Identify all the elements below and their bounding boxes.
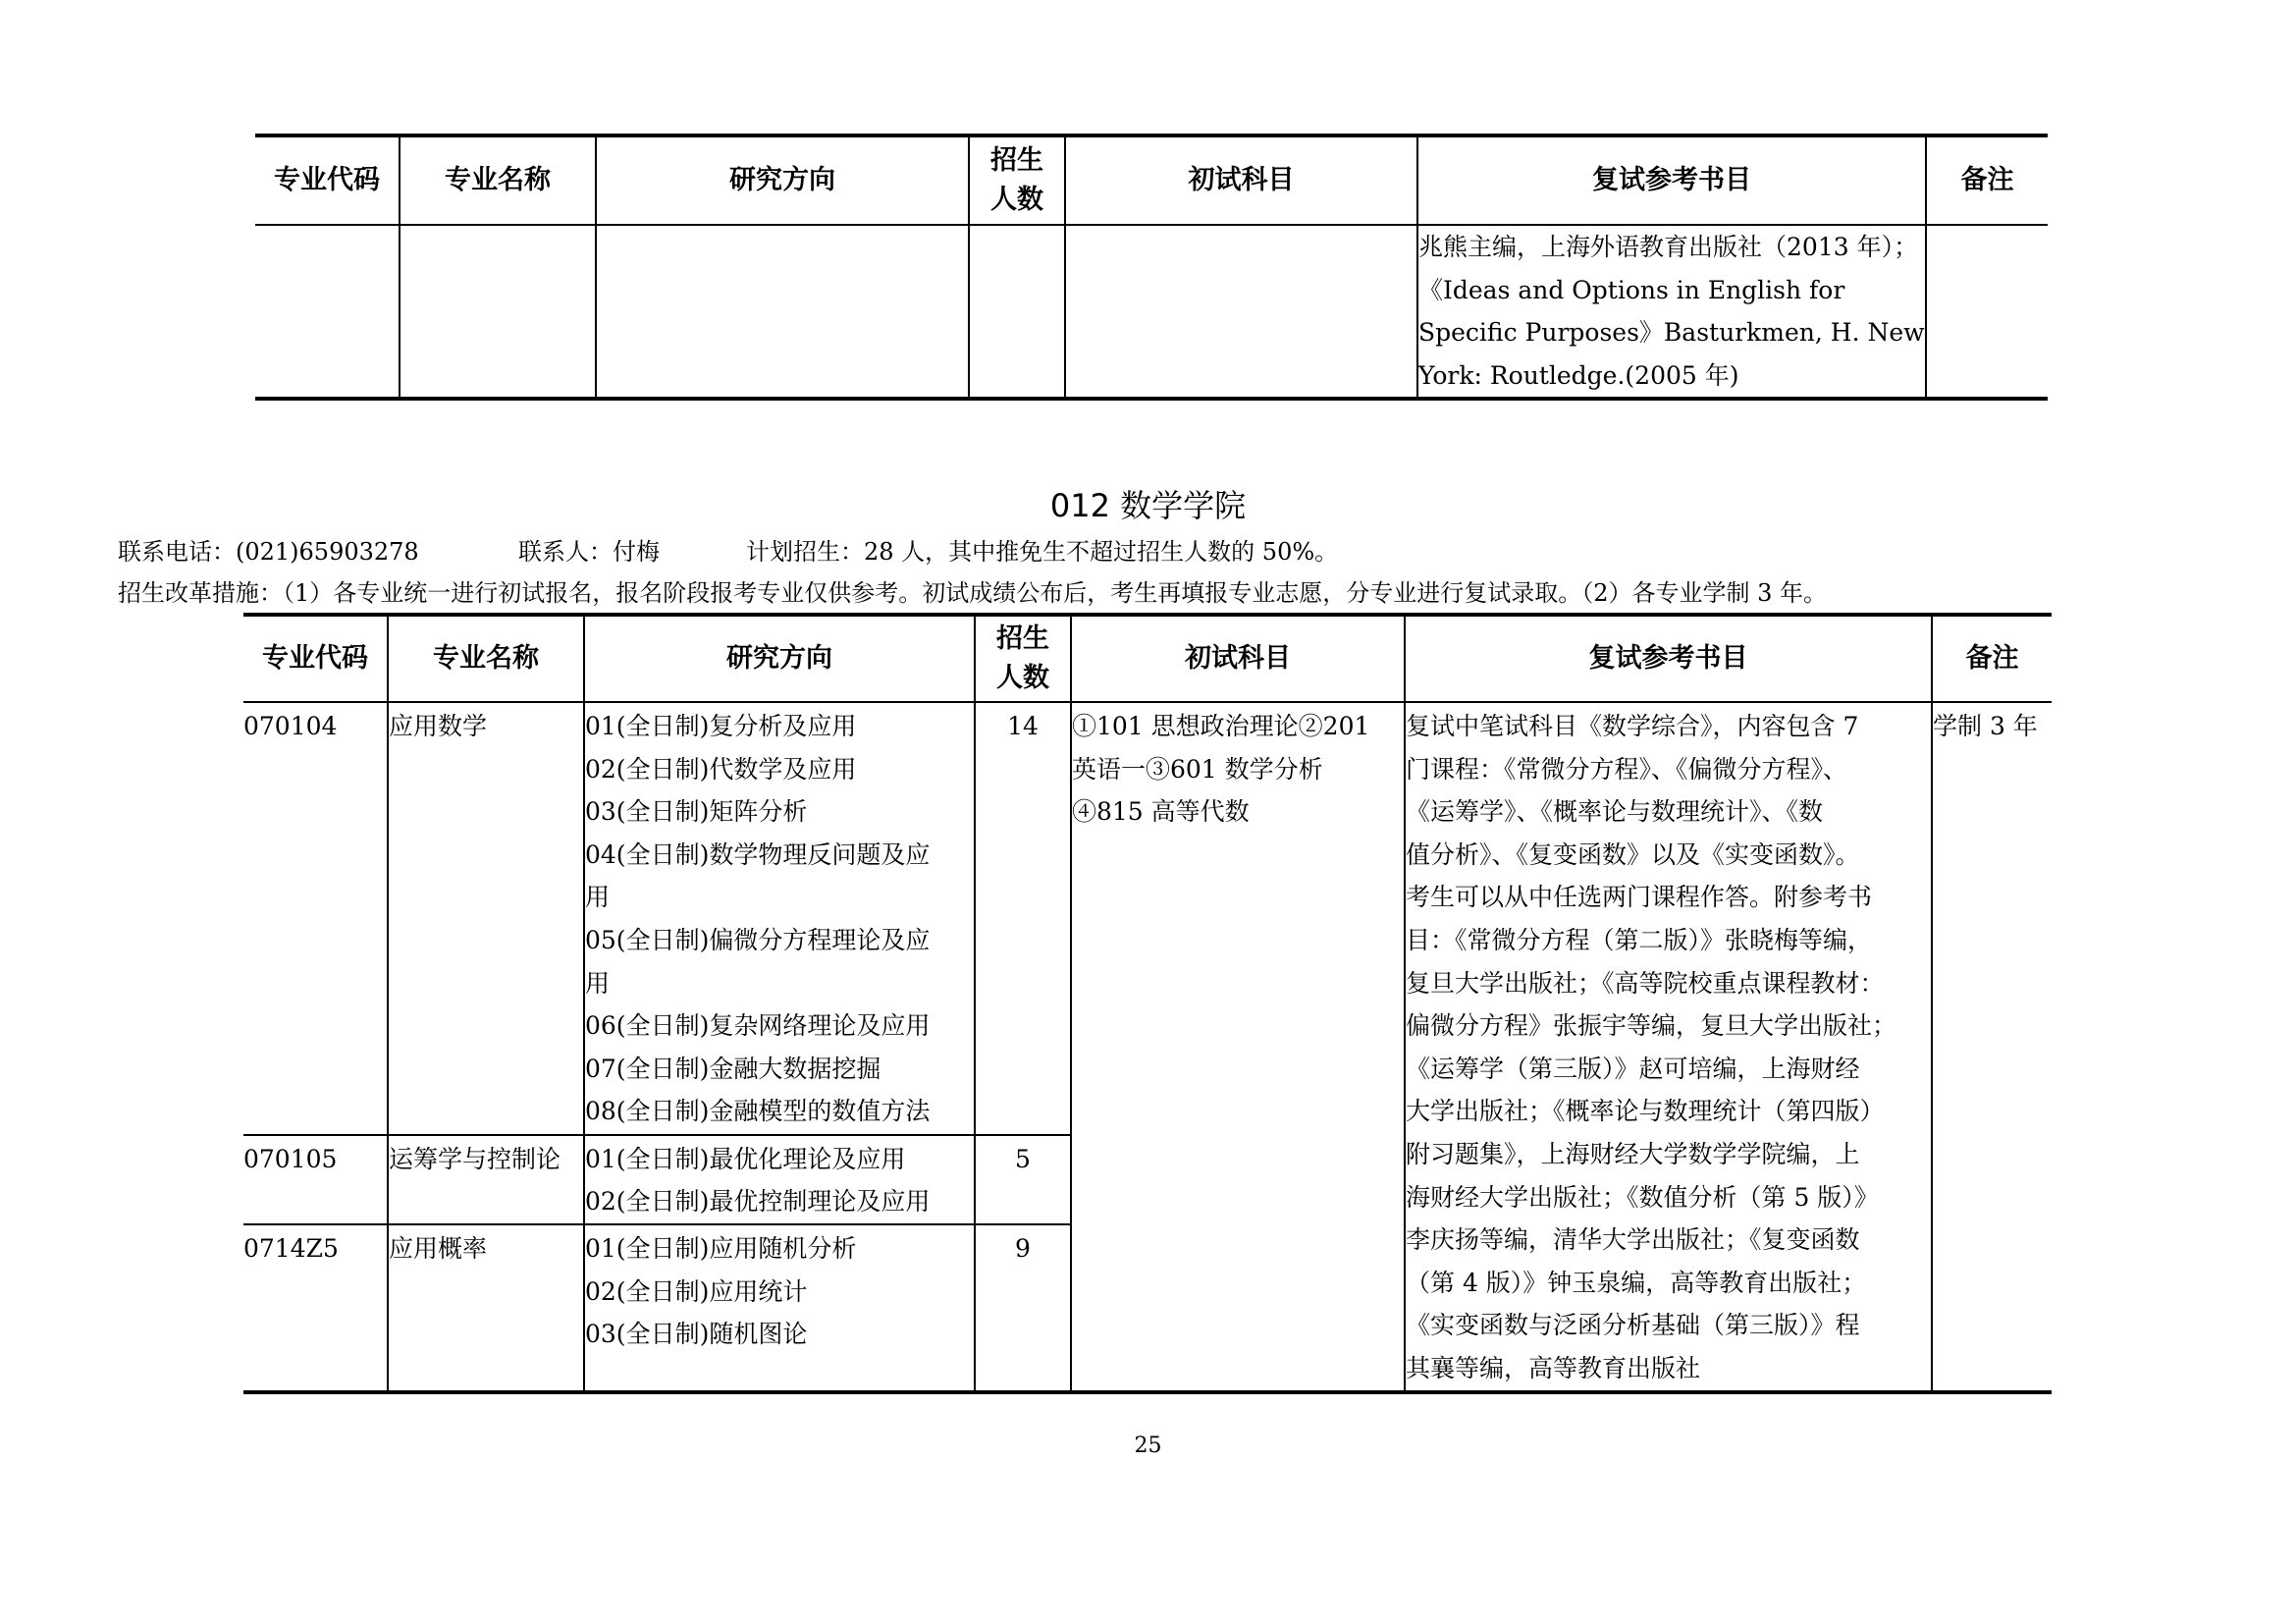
book-line: 门课程：《常微分方程》、《偏微分方程》、	[1406, 754, 1848, 784]
book-line: 考生可以从中任选两门课程作答。附参考书	[1406, 883, 1873, 912]
header-code: 专业代码	[255, 135, 400, 225]
book-line: 附习题集》，上海财经大学数学学院编，上	[1406, 1139, 1860, 1168]
book-line: 海财经大学出版社；《数值分析（第 5 版）》	[1406, 1182, 1879, 1212]
program-quota: 5	[975, 1135, 1071, 1224]
header-row	[255, 135, 2048, 225]
enrollment-plan: 计划招生：28 人，其中推免生不超过招生人数的 50%。	[746, 538, 1339, 566]
direction-item: 08(全日制)金融模型的数值方法	[585, 1097, 931, 1126]
direction-item: 02(全日制)应用统计	[585, 1276, 808, 1306]
book-line: 目：《常微分方程（第二版）》张晓梅等编，	[1406, 925, 1873, 954]
direction-item: 07(全日制)金融大数据挖掘	[585, 1054, 881, 1083]
book-line: 值分析》、《复变函数》以及《实变函数》。	[1406, 839, 1860, 869]
book-line: 复旦大学出版社；《高等院校重点课程教材：	[1406, 968, 1885, 998]
direction-item: 03(全日制)随机图论	[585, 1320, 808, 1349]
book-line: （第 4 版）》钟玉泉编，高等教育出版社；	[1406, 1268, 1867, 1297]
header-direction: 研究方向	[584, 615, 975, 702]
direction-item: 用	[585, 968, 611, 998]
contact-info	[118, 532, 1338, 567]
header-books: 复试参考书目	[1417, 135, 1926, 225]
header-remark: 备注	[1932, 615, 2052, 702]
direction-item: 05(全日制)偏微分方程理论及应	[585, 925, 931, 954]
direction-item: 06(全日制)复杂网络理论及应用	[585, 1011, 931, 1041]
exam-line: 英语一③601 数学分析	[1072, 754, 1323, 784]
book-line: 其襄等编，高等教育出版社	[1406, 1353, 1701, 1382]
program-quota: 14	[975, 702, 1071, 1135]
program-directions	[584, 1224, 975, 1391]
header-books: 复试参考书目	[1405, 615, 1932, 702]
header-exam: 初试科目	[1071, 615, 1405, 702]
table-row	[243, 702, 2052, 1135]
programs-table	[243, 613, 2052, 1394]
header-remark: 备注	[1926, 135, 2048, 225]
book-line: York: Routledge.(2005 年)	[1418, 360, 1739, 390]
header-code: 专业代码	[243, 615, 388, 702]
program-name: 应用数学	[388, 702, 584, 1135]
program-code: 070104	[243, 712, 338, 740]
header-quota: 招生 人数	[969, 135, 1065, 225]
table-row	[255, 225, 2048, 399]
continuation-table	[255, 134, 2048, 401]
section-title: 012 数学学院	[1049, 487, 1247, 524]
program-name: 应用概率	[388, 1224, 584, 1391]
contact-person: 联系人：付梅	[518, 538, 660, 566]
contact-phone: 联系电话：(021)65903278	[118, 538, 419, 566]
book-line: 偏微分方程》张振宇等编，复旦大学出版社；	[1406, 1011, 1897, 1041]
header-quota: 招生 人数	[975, 615, 1071, 702]
direction-item: 02(全日制)最优控制理论及应用	[585, 1187, 931, 1217]
header-direction: 研究方向	[596, 135, 969, 225]
direction-item: 02(全日制)代数学及应用	[585, 754, 857, 784]
exam-line: ①101 思想政治理论②201	[1072, 712, 1370, 740]
book-line: Specific Purposes》Basturkmen, H. New	[1418, 318, 1925, 347]
continuation-books-cell	[1417, 225, 1926, 399]
program-code: 070105	[243, 1135, 388, 1224]
direction-item: 01(全日制)最优化理论及应用	[585, 1144, 906, 1173]
book-line: 《运筹学（第三版）》赵可培编，上海财经	[1406, 1054, 1860, 1083]
book-line: 复试中笔试科目《数学综合》，内容包含 7	[1406, 712, 1859, 740]
reform-measures: 招生改革措施：（1）各专业统一进行初试报名，报名阶段报考专业仅供参考。初试成绩公布后，考生再填报专业志愿，分专业进行复试录取。（2）各专业学制 3 年。	[118, 579, 1828, 607]
direction-item: 03(全日制)矩阵分析	[585, 797, 808, 827]
direction-item: 01(全日制)复分析及应用	[585, 712, 857, 740]
program-remark: 学制 3 年	[1932, 702, 2052, 1392]
book-line: 大学出版社；《概率论与数理统计（第四版）	[1406, 1097, 1885, 1126]
header-exam: 初试科目	[1065, 135, 1417, 225]
book-line: 《Ideas and Options in English for	[1418, 275, 1845, 304]
page-number: 25	[1134, 1434, 1162, 1458]
header-name: 专业名称	[388, 615, 584, 702]
header-row	[243, 615, 2052, 702]
reference-books	[1405, 702, 1932, 1392]
book-line: 李庆扬等编，清华大学出版社；《复变函数	[1406, 1225, 1860, 1255]
program-directions	[584, 1135, 975, 1224]
direction-item: 01(全日制)应用随机分析	[585, 1234, 857, 1264]
program-directions	[584, 702, 975, 1135]
direction-item: 用	[585, 883, 611, 912]
book-line: 《实变函数与泛函分析基础（第三版）》程	[1406, 1311, 1860, 1340]
book-line: 《运筹学》、《概率论与数理统计》、《数	[1406, 797, 1824, 827]
book-line: 兆熊主编，上海外语教育出版社（2013 年）；	[1418, 233, 1919, 261]
program-code: 0714Z5	[243, 1224, 388, 1391]
program-quota: 9	[975, 1224, 1071, 1391]
header-name: 专业名称	[400, 135, 596, 225]
direction-item: 04(全日制)数学物理反问题及应	[585, 839, 931, 869]
exam-subjects	[1071, 702, 1405, 1392]
exam-line: ④815 高等代数	[1072, 797, 1250, 827]
program-name: 运筹学与控制论	[388, 1135, 584, 1224]
